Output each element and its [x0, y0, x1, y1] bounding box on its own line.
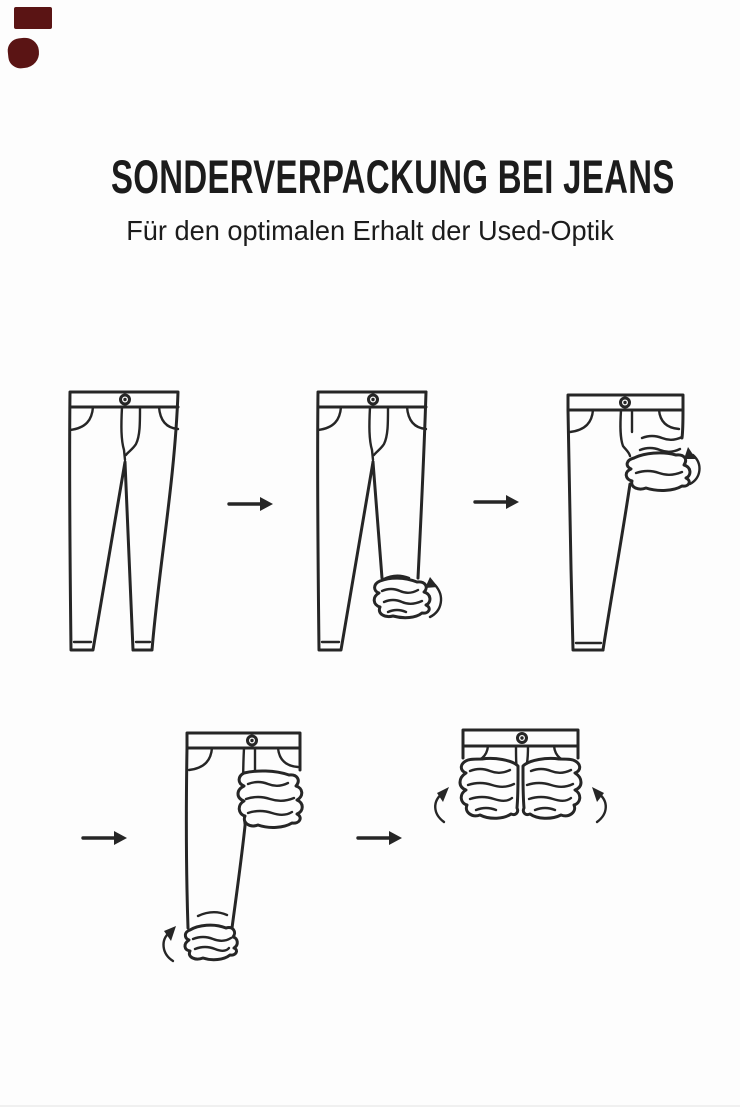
right-arrow-icon [356, 828, 404, 848]
jeans-right-leg-fully-rolled-icon [556, 388, 706, 656]
jeans-unrolled-icon [58, 388, 182, 656]
jeans-both-legs-rolled-icon [430, 716, 610, 838]
jeans-outline [70, 392, 178, 650]
jeans-outline [435, 730, 606, 822]
right-arrow-icon [227, 494, 275, 514]
curl-arrow-icon [690, 455, 699, 484]
right-arrow-icon [473, 492, 521, 512]
jeans-outline [318, 392, 441, 650]
curl-arrowhead [437, 787, 449, 802]
jeans-outline [164, 733, 303, 961]
curl-arrow-icon [430, 585, 441, 617]
video-artifact-blob [14, 7, 52, 29]
curl-arrowhead [684, 447, 696, 459]
jeans-right-cuff-rolling-icon [306, 388, 456, 656]
page-subtitle: Für den optimalen Erhalt der Used-Optik [126, 215, 614, 246]
curl-arrowhead [592, 787, 604, 802]
fold-crease [198, 912, 227, 916]
curl-arrowhead [425, 577, 438, 588]
rolled-cuff [185, 925, 237, 960]
roll-creases [640, 436, 682, 452]
page-title: SONDERVERPACKUNG BEI JEANS [111, 150, 675, 203]
right-arrow-icon [81, 828, 129, 848]
jeans-left-cuff-rolling-icon [156, 718, 308, 982]
video-artifact-blob [7, 36, 41, 69]
jeans-outline [568, 395, 699, 650]
